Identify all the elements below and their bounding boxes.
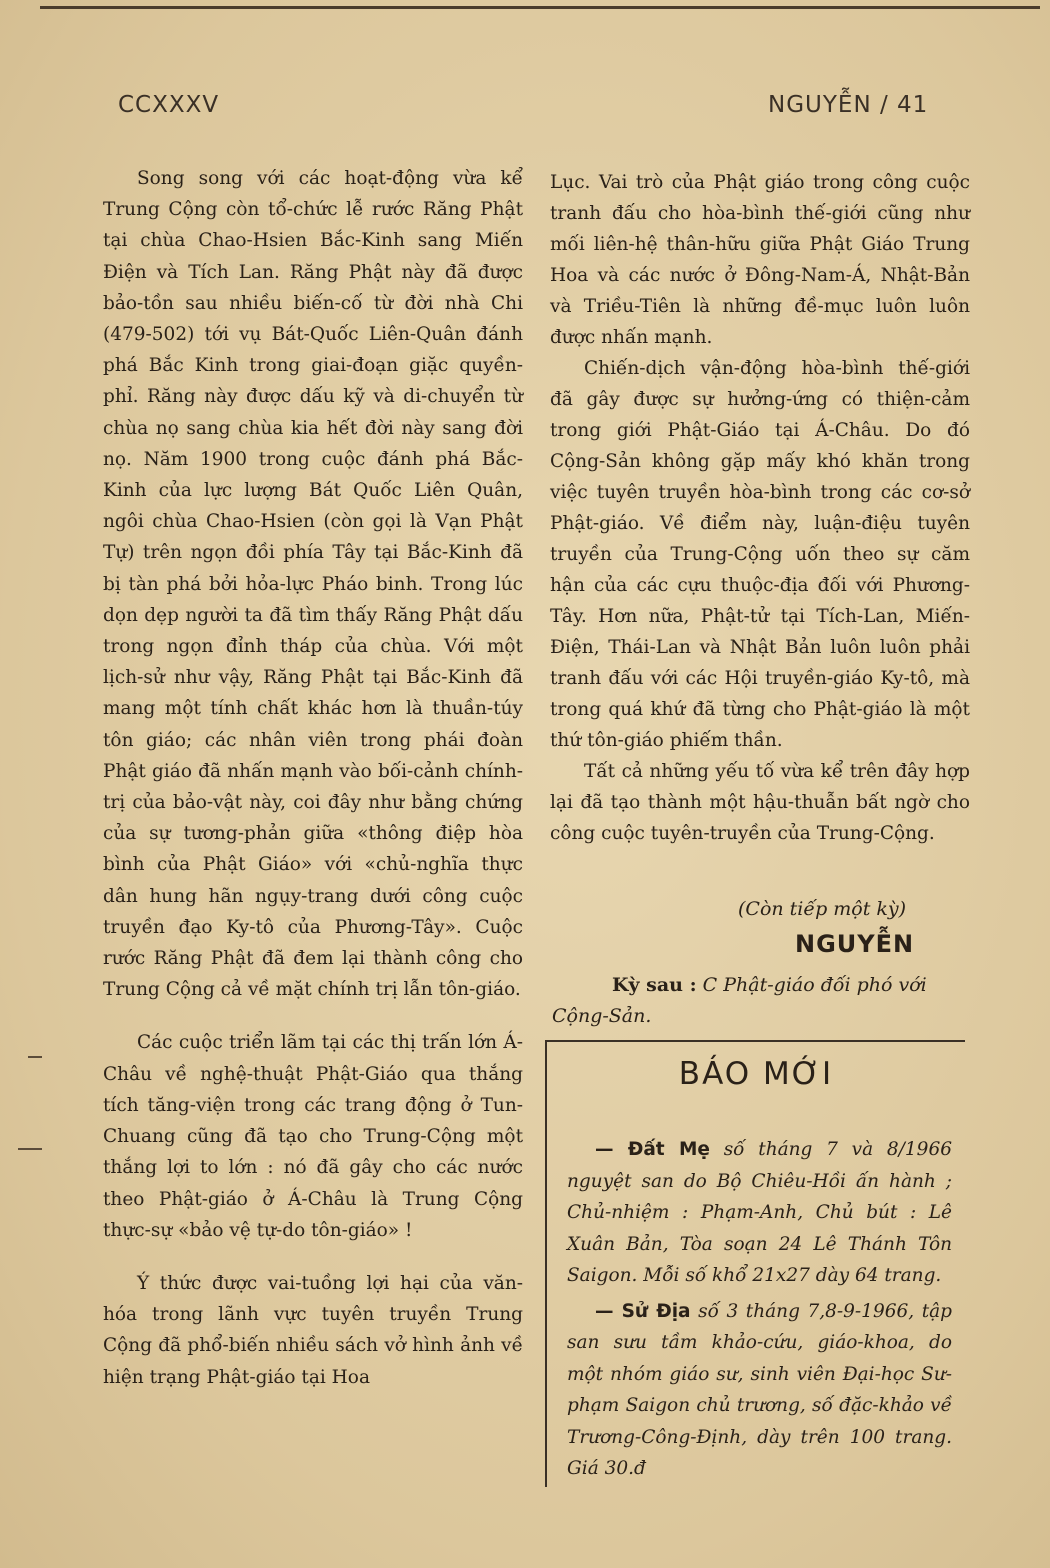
- top-rule: [40, 6, 1040, 9]
- new-papers-box: [545, 1040, 965, 1487]
- paragraph: Chiến-dịch vận-động hòa-bình thế-giới đã gây được sự hưởng-ứng có thiện-cảm trong giới Phật-Giáo tại Á-Châu. Do đó Cộng-Sản không gặp mấy khó khăn trong việc tuyên truyền hòa-bình trong các cơ-sở Phật-giáo. Về điểm này, luận-điệu tuyên truyền của Trung-Cộng uốn theo sự căm hận của các cựu thuộc-địa đối với Phương-Tây. Hơn nữa, Phật-tử tại Tích-Lan, Miến-Điện, Thái-Lan và Nhật Bản luôn luôn phải tranh đấu với các Hội truyền-giáo Ky-tô, mà trong quá khứ đã từng cho Phật-giáo là một thứ tôn-giáo phiếm thần.: [550, 358, 970, 751]
- running-header: NGUYỄN / 41: [768, 92, 929, 118]
- list-item: [567, 1134, 952, 1292]
- page-section-number: CCXXXV: [118, 92, 220, 118]
- publication-name: — Sử Địa: [595, 1300, 691, 1322]
- publication-description: số tháng 7 và 8/1966 nguyệt san do Bộ Chiêu-Hồi ấn hành ; Chủ-nhiệm : Phạm-Anh, Chủ bút : Lê Xuân Bản, Tòa soạn 24 Lê Thánh Tôn Saigon. Mỗi số khổ 21x27 dày 64 trang.: [567, 1139, 952, 1286]
- paragraph: Tất cả những yếu tố vừa kể trên đây hợp lại đã tạo thành một hậu-thuẫn bất ngờ cho công cuộc tuyên-truyền của Trung-Cộng.: [550, 761, 970, 844]
- new-papers-list: [567, 1134, 952, 1485]
- next-part-label: Kỳ sau :: [612, 974, 697, 996]
- paragraph: Các cuộc triển lãm tại các thị trấn lớn Á-Châu về nghệ-thuật Phật-Giáo qua thắng tích tăng-viện trong các trang động ở Tun-Chuang cũng đã tạo cho Trung-Cộng một thắng lợi to lớn : nó đã gây cho các nước theo Phật-giáo ở Á-Châu là Trung Cộng thực-sự «bảo vệ tự-do tôn-giáo» !: [103, 1032, 523, 1241]
- paragraph: Lục. Vai trò của Phật giáo trong công cuộc tranh đấu cho hòa-bình thế-giới cũng như mối liên-hệ thân-hữu giữa Phật Giáo Trung Hoa và các nước ở Đông-Nam-Á, Nhật-Bản và Triều-Tiên là những đề-mục luôn luôn được nhấn mạnh.: [550, 172, 970, 348]
- margin-mark: [18, 1148, 42, 1150]
- list-item: [567, 1296, 952, 1485]
- right-column: [550, 167, 970, 849]
- left-column: [103, 163, 523, 1393]
- new-papers-title: BÁO MỚI: [678, 1056, 834, 1092]
- paragraph: Ý thức được vai-tuồng lợi hại của văn-hóa trong lãnh vực tuyên truyền Trung Cộng đã phổ-biến nhiều sách vở hình ảnh về hiện trạng Phật-giáo tại Hoa: [103, 1272, 523, 1388]
- paragraph: Song song với các hoạt-động vừa kể Trung Cộng còn tổ-chức lễ rước Răng Phật tại chùa Chao-Hsien Bắc-Kinh sang Miến Điện và Tích Lan. Răng Phật này đã được bảo-tồn sau nhiều biến-cố từ đời nhà Chi (479-502) tới vụ Bát-Quốc Liên-Quân đánh phá Bắc Kinh trong giai-đoạn giặc quyền-phỉ. Răng này được dấu kỹ và di-chuyển từ chùa nọ sang chùa kia hết đời này sang đời nọ. Năm 1900 trong cuộc đánh phá Bắc-Kinh của lực lượng Bát Quốc Liên Quân, ngôi chùa Chao-Hsien (còn gọi là Vạn Phật Tự) trên ngọn đồi phía Tây tại Bắc-Kinh đã bị tàn phá bởi hỏa-lực Pháo binh. Trong lúc dọn dẹp người ta đã tìm thấy Răng Phật dấu trong ngọn đỉnh tháp của chùa. Với một lịch-sử như vậy, Răng Phật tại Bắc-Kinh đã mang một tính chất khác hơn là thuần-túy tôn giáo; các nhân viên trong phái đoàn Phật giáo đã nhấn mạnh vào bối-cảnh chính-trị của bảo-vật này, coi đây như bằng chứng của sự tương-phản giữa «thông điệp hòa bình của Phật Giáo» với «chủ-nghĩa thực dân hung hãn ngụy-trang dưới công cuộc truyền đạo Ky-tô của Phương-Tây». Cuộc rước Răng Phật đã đem lại thành công cho Trung Cộng cả về mặt chính trị lẫn tôn-giáo.: [103, 168, 523, 1001]
- next-part-notice: [552, 970, 972, 1032]
- publication-name: — Đất Mẹ: [595, 1139, 710, 1160]
- next-part-title: C Phật-giáo đối phó với Cộng-Sản.: [552, 974, 927, 1027]
- publication-description: số 3 tháng 7,8-9-1966, tập san sưu tầm khảo-cứu, giáo-khoa, do một nhóm giáo sư, sinh viên Đại-học Sư-phạm Saigon chủ trương, số đặc-khảo về Trương-Công-Định, dày trên 100 trang. Giá 30.đ: [567, 1300, 952, 1479]
- margin-mark: [28, 1056, 42, 1058]
- continued-note: (Còn tiếp một kỳ): [738, 898, 907, 920]
- author-signature: NGUYỄN: [795, 930, 915, 958]
